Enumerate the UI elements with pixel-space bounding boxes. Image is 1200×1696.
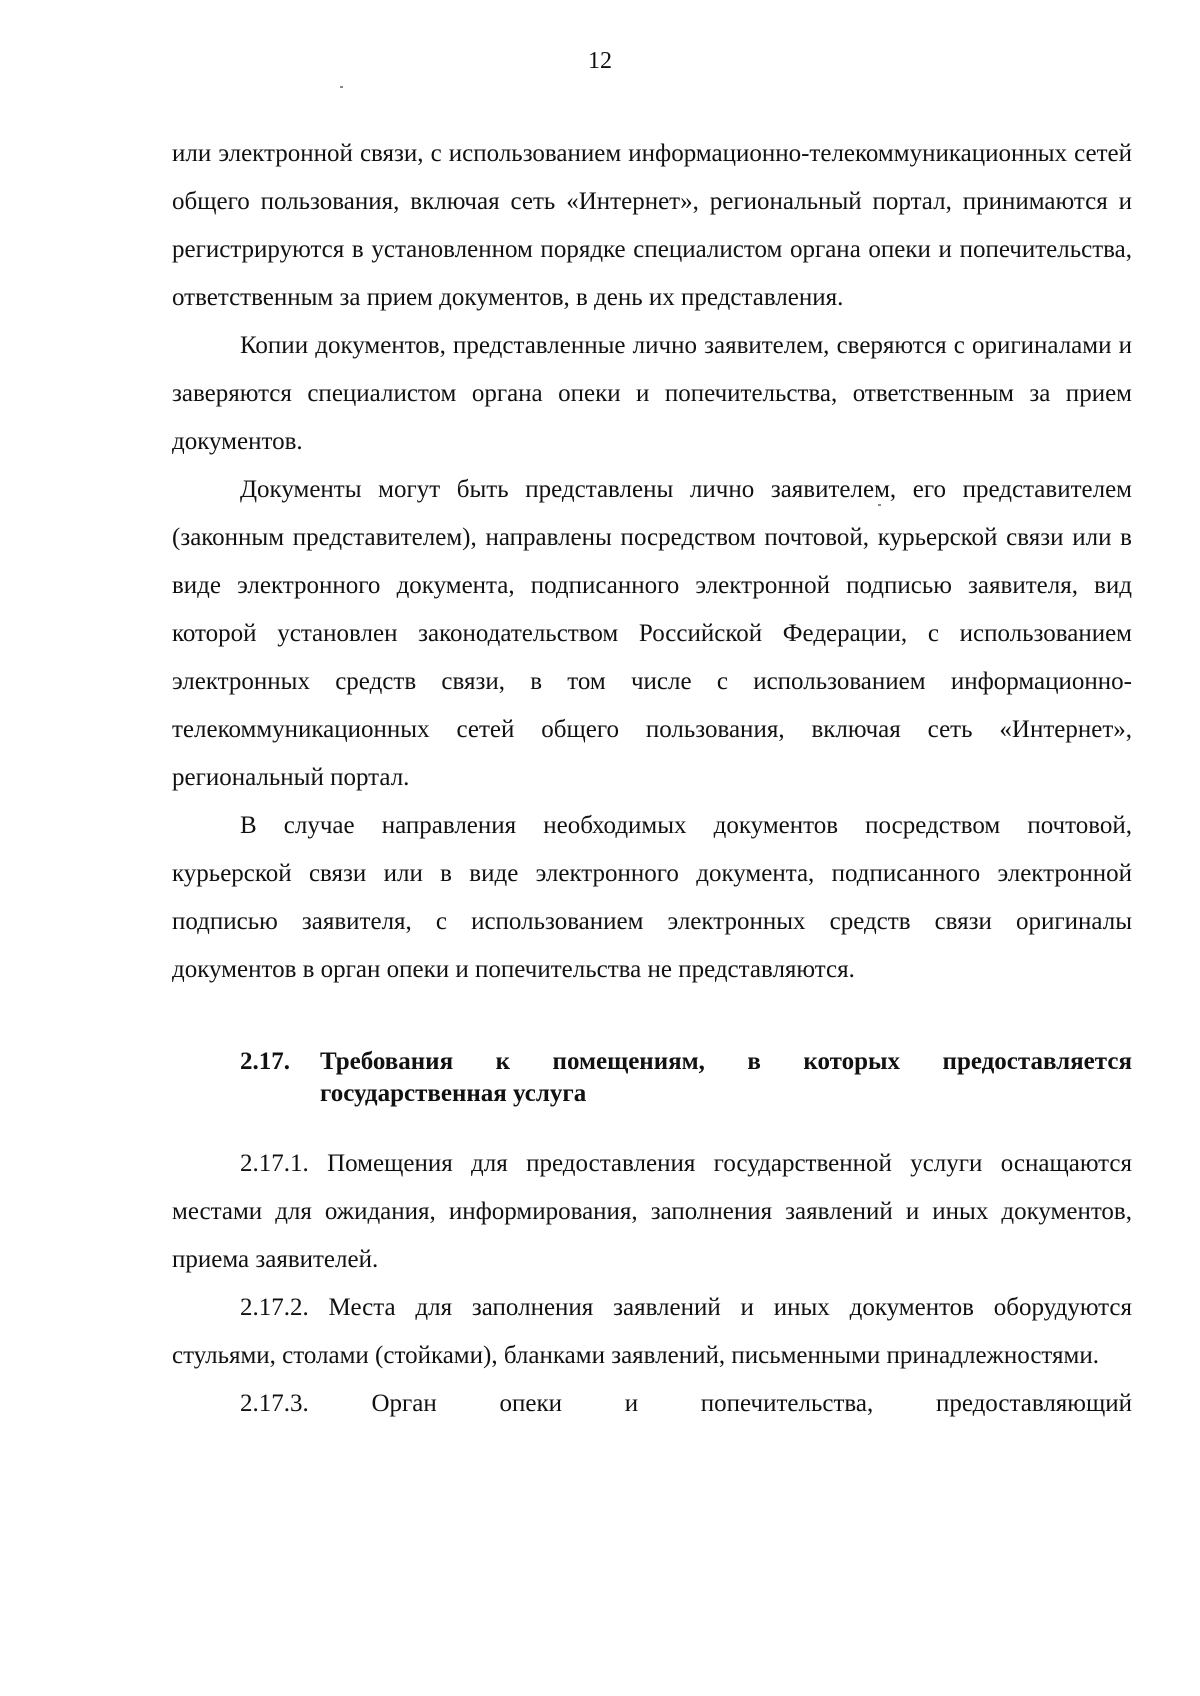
section-title: Требования к помещениям, в которых предоставляется государственная услуга [320,1048,1132,1107]
paragraph-originals-not-required: В случае направления необходимых документов посредством почтовой, курьерской связи или в виде электронного документа, подписанного электронной подписью заявителя, с использованием электронных средств связи оригиналы документов в орган опеки и попечительства не представляются. [172,812,1132,983]
page-number: 12 [588,48,612,74]
paragraph-copies-verification: Копии документов, представленные лично заявителем, сверяются с оригиналами и заверяются специалистом органа опеки и попечительства, ответственным за прием документов. [172,332,1132,455]
paragraph-2-17-2: 2.17.2. Места для заполнения заявлений и иных документов оборудуются стульями, столами (стойками), бланками заявлений, письменными принадлежностями. [172,1294,1132,1369]
document-body [172,130,1132,1428]
section-number: 2.17. [240,1048,290,1075]
paragraph-continuation: или электронной связи, с использованием информационно-телекоммуникационных сетей общего пользования, включая сеть «Интернет», региональный портал, принимаются и регистрируются в установленном порядке специалистом органа опеки и попечительства, ответственным за прием документов, в день их представления. [172,140,1132,311]
paragraph-2-17-3: 2.17.3. Орган опеки и попечительства, предоставляющий [240,1390,1132,1417]
section-heading [172,1046,1132,1110]
scan-speck [340,86,343,88]
paragraph-submission-methods: Документы могут быть представлены лично заявителем, его представителем (законным представителем), направлены посредством почтовой, курьерской связи или в виде электронного документа, подписанного электронной подписью заявителя, вид которой установлен законодательством Российской Федерации, с использованием электронных средств связи, в том числе с использованием информационно-телекоммуникационных сетей общего пользования, включая сеть «Интернет», региональный портал. [172,476,1132,791]
paragraph-2-17-1: 2.17.1. Помещения для предоставления государственной услуги оснащаются местами для ожидания, информирования, заполнения заявлений и иных документов, приема заявителей. [172,1150,1132,1273]
